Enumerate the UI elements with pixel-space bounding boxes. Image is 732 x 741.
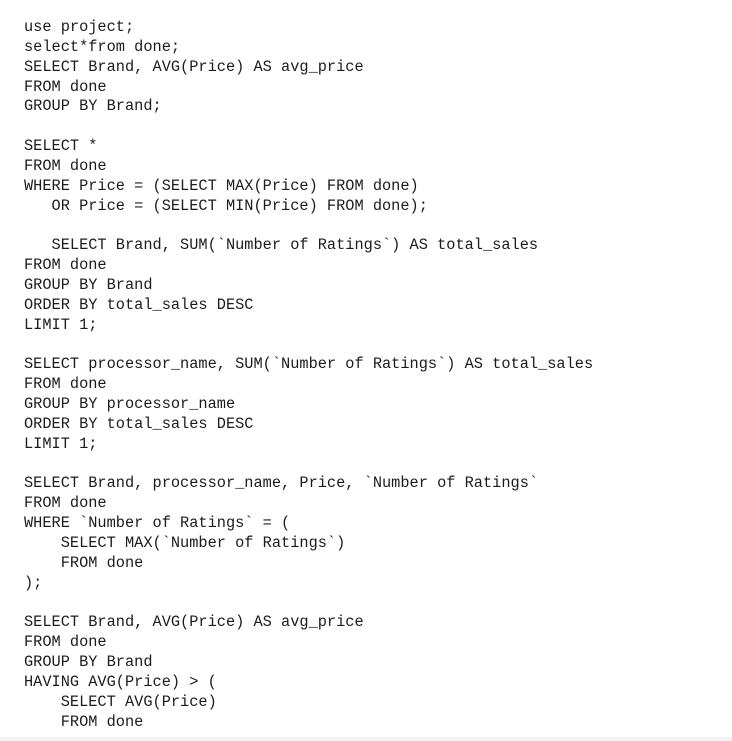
code-line: GROUP BY Brand	[24, 275, 153, 294]
code-line: GROUP BY Brand;	[24, 97, 162, 116]
code-line	[24, 216, 593, 236]
code-line: SELECT Brand, processor_name, Price, `Number of Ratings`	[24, 474, 539, 493]
code-line: ORDER BY total_sales DESC	[24, 414, 254, 433]
code-line: HAVING AVG(Price) > (	[24, 672, 217, 691]
code-line: FROM done	[24, 77, 107, 96]
code-line: LIMIT 1;	[24, 434, 98, 453]
code-line: SELECT Brand, AVG(Price) AS avg_price	[24, 57, 364, 76]
code-line	[24, 117, 593, 137]
code-line: FROM done	[24, 156, 107, 175]
code-line: FROM done	[24, 375, 107, 394]
code-line: GROUP BY processor_name	[24, 395, 236, 414]
code-line: SELECT *	[24, 137, 98, 156]
code-line	[24, 455, 593, 475]
code-line: LIMIT 1;	[24, 315, 98, 334]
code-line: select*from done;	[24, 37, 181, 56]
code-line: SELECT AVG(Price)	[24, 692, 217, 711]
code-line: SELECT processor_name, SUM(`Number of Ratings`) AS total_sales	[24, 355, 594, 374]
code-line: SELECT Brand, SUM(`Number of Ratings`) AS total_sales	[24, 236, 539, 255]
code-line: SELECT Brand, AVG(Price) AS avg_price	[24, 613, 364, 632]
code-line: ORDER BY total_sales DESC	[24, 295, 254, 314]
code-line: OR Price = (SELECT MIN(Price) FROM done);	[24, 196, 428, 215]
code-line: FROM done	[24, 256, 107, 275]
code-line: FROM done	[24, 712, 144, 731]
code-line: SELECT MAX(`Number of Ratings`)	[24, 533, 346, 552]
code-line: );	[24, 573, 43, 592]
sql-code-block	[24, 18, 593, 732]
code-line: FROM done	[24, 553, 144, 572]
code-line: FROM done	[24, 494, 107, 513]
code-line	[24, 593, 593, 613]
bottom-edge	[0, 737, 732, 741]
code-line: WHERE Price = (SELECT MAX(Price) FROM done)	[24, 176, 419, 195]
code-line: FROM done	[24, 633, 107, 652]
code-line: GROUP BY Brand	[24, 653, 153, 671]
code-line: WHERE `Number of Ratings` = (	[24, 514, 291, 533]
code-line: use project;	[24, 18, 135, 36]
code-line	[24, 336, 593, 356]
